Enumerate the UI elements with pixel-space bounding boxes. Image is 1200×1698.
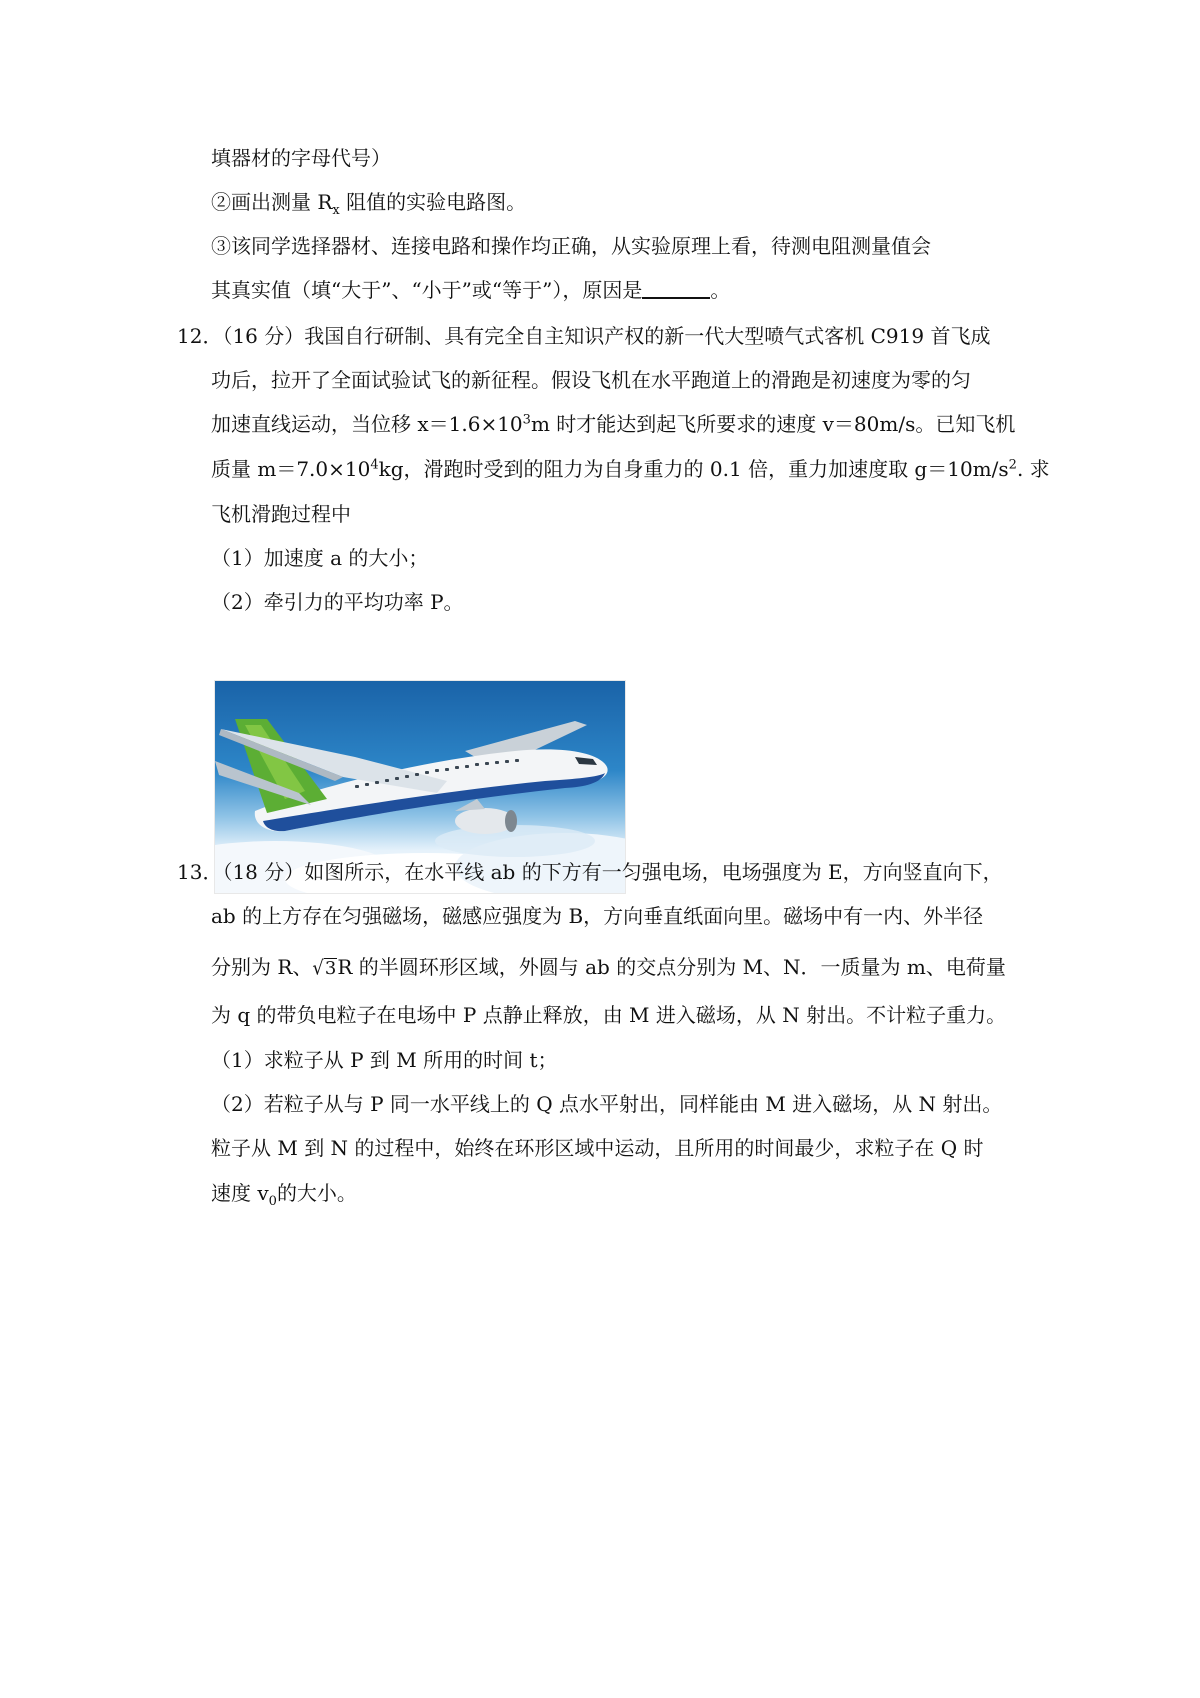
q12-line-3-sup: 3 xyxy=(522,412,531,428)
q11-line-4 xyxy=(211,276,730,304)
q12-number: 12． xyxy=(177,324,223,348)
q12-line-5: 飞机滑跑过程中 xyxy=(211,502,351,526)
q11-line-2-pre: ②画出测量 R xyxy=(211,190,333,214)
q13-sub-question-1: （1）求粒子从 P 到 M 所用的时间 t； xyxy=(211,1048,558,1072)
q12-line-3 xyxy=(211,410,1015,438)
q13-number: 13． xyxy=(177,860,223,884)
q13-line-4: 为 q 的带负电粒子在电场中 P 点静止释放，由 M 进入磁场，从 N 射出。不计粒子重力。 xyxy=(211,1003,1007,1027)
q13-line-7: 粒子从 M 到 N 的过程中，始终在环形区域中运动，且所用的时间最少，求粒子在 Q 时 xyxy=(211,1136,984,1160)
answer-blank xyxy=(642,279,710,299)
q12-line-2: 功后，拉开了全面试验试飞的新征程。假设飞机在水平跑道上的滑跑是初速度为零的匀 xyxy=(211,368,971,392)
q13-line-1: （18 分）如图所示，在水平线 ab 的下方有一匀强电场，电场强度为 E，方向竖直向下， xyxy=(222,860,1003,884)
q12-line-3-a: 加速直线运动，当位移 x＝1.6×10 xyxy=(211,412,523,436)
q12-sub-question-2: （2）牵引力的平均功率 P。 xyxy=(211,590,464,614)
q11-line-2-post: 阻值的实验电路图。 xyxy=(339,190,527,214)
sqrt-radicand: 3 xyxy=(324,958,337,979)
q12-line-4 xyxy=(211,455,1050,483)
q12-line-4-c: . 求 xyxy=(1016,457,1050,481)
q13-line-8 xyxy=(211,1179,357,1207)
q12-first-line xyxy=(177,322,990,350)
q11-line-3: ③该同学选择器材、连接电路和操作均正确，从实验原理上看，待测电阻测量值会 xyxy=(211,234,931,258)
q12-line-4-b: kg，滑跑时受到的阻力为自身重力的 0.1 倍，重力加速度取 g＝10m/s xyxy=(378,457,1009,481)
q13-line-3-a: 分别为 R、 xyxy=(211,955,313,979)
q13-line-2: ab 的上方存在匀强磁场，磁感应强度为 B，方向垂直纸面向里。磁场中有一内、外半径 xyxy=(211,904,984,928)
q11-line-4-post: 。 xyxy=(710,278,731,302)
q13-line-8-b: 的大小。 xyxy=(276,1181,357,1205)
q13-sub-question-2: （2）若粒子从与 P 同一水平线上的 Q 点水平射出，同样能由 M 进入磁场，从 N 射出。 xyxy=(211,1092,1003,1116)
q11-line-1: 填器材的字母代号） xyxy=(211,146,391,170)
q11-line-2-sub: x xyxy=(332,203,340,218)
q13-first-line xyxy=(177,858,1003,886)
q12-line-4-sup2: 2 xyxy=(1008,457,1017,473)
q11-line-4-pre: 其真实值（填“大于”、“小于”或“等于”），原因是 xyxy=(211,278,643,302)
q12-line-4-a: 质量 m＝7.0×10 xyxy=(211,457,371,481)
q12-line-3-b: m 时才能达到起飞所要求的速度 v＝80m/s。已知飞机 xyxy=(530,412,1016,436)
q13-line-8-sub: 0 xyxy=(268,1194,277,1209)
q12-line-1: （16 分）我国自行研制、具有完全自主知识产权的新一代大型喷气式客机 C919 首飞成 xyxy=(222,324,991,348)
q12-sub-question-1: （1）加速度 a 的大小； xyxy=(211,546,429,570)
sqrt-symbol: √3 xyxy=(312,956,337,980)
q13-line-8-a: 速度 v xyxy=(211,1181,269,1205)
q12-line-4-sup: 4 xyxy=(370,457,379,473)
q13-line-3-b: R 的半圆环形区域，外圆与 ab 的交点分别为 M、N．一质量为 m、电荷量 xyxy=(337,955,1006,979)
q11-line-2 xyxy=(211,188,526,216)
q13-line-3 xyxy=(211,953,1006,983)
